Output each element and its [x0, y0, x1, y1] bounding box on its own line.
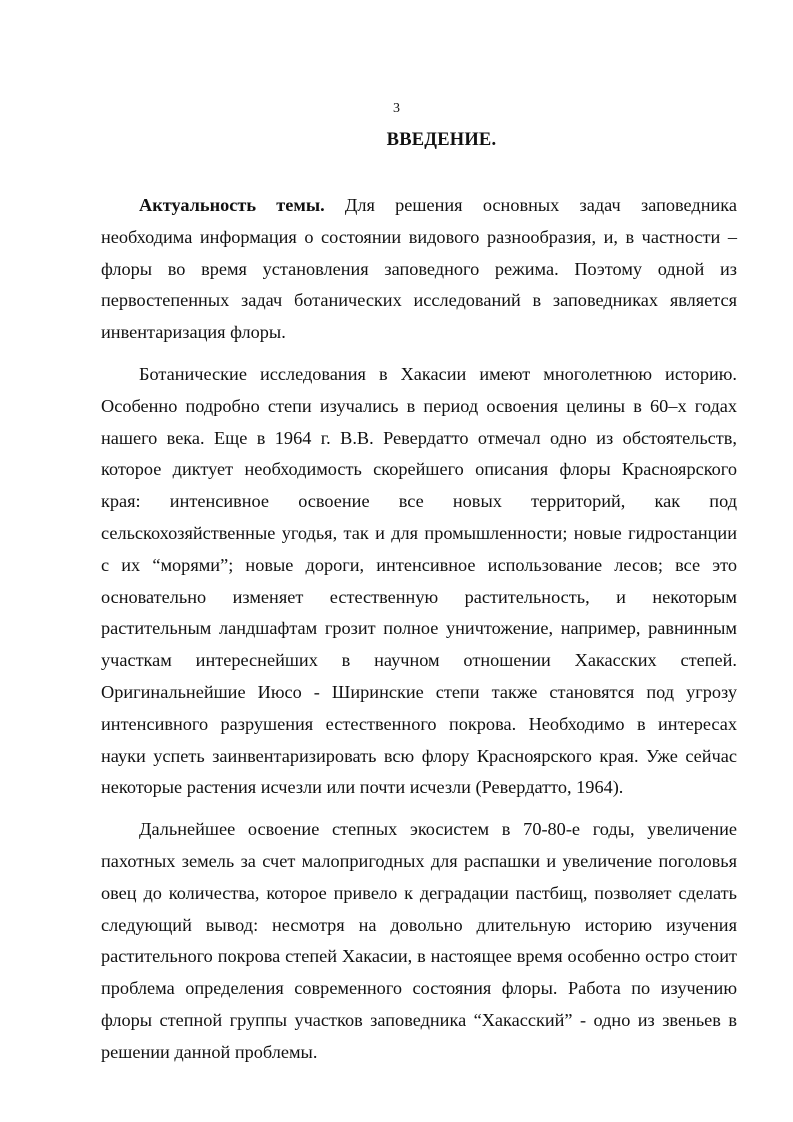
paragraph-1-text: Для решения основных задач заповедника необходима информация о состоянии видового разнообразия, и, в частности – флоры во время установления заповедного режима. Поэтому одной из первостепенных задач ботанических исследований в заповедниках является инвентаризация флоры.: [101, 195, 737, 343]
paragraph-1-lead: Актуальность темы.: [139, 195, 325, 215]
body-text: [101, 190, 737, 1079]
paragraph-1: [101, 190, 737, 349]
page-number: 3: [393, 101, 400, 116]
paragraph-2: Ботанические исследования в Хакасии имеют многолетнюю историю. Особенно подробно степи изучались в период освоения целины в 60–х годах нашего века. Еще в 1964 г. В.В. Ревердатто отмечал одно из обстоятельств, которое диктует необходимость скорейшего описания флоры Красноярского края: интенсивное освоение все новых территорий, как под сельскохозяйственные угодья, так и для промышленности; новые гидростанции с их “морями”; новые дороги, интенсивное использование лесов; все это основательно изменяет естественную растительность, и некоторым растительным ландшафтам грозит полное уничтожение, например, равнинным участкам интереснейших в научном отношении Хакасских степей. Оригинальнейшие Июсо - Ширинские степи также становятся под угрозу интенсивного разрушения естественного покрова. Необходимо в интересах науки успеть заинвентаризировать всю флору Красноярского края. Уже сейчас некоторые растения исчезли или почти исчезли (Ревердатто, 1964).: [101, 363, 737, 798]
page-title: ВВЕДЕНИЕ.: [386, 130, 497, 150]
paragraph-3: Дальнейшее освоение степных экосистем в 70-80-е годы, увеличение пахотных земель за счет малопригодных для распашки и увеличение поголовья овец до количества, которое привело к деградации пастбищ, позволяет сделать следующий вывод: несмотря на довольно длительную историю изучения растительного покрова степей Хакасии, в настоящее время особенно остро стоит проблема определения современного состояния флоры. Работа по изучению флоры степной группы участков заповедника “Хакасский” - одно из звеньев в решении данной проблемы.: [101, 819, 737, 1062]
